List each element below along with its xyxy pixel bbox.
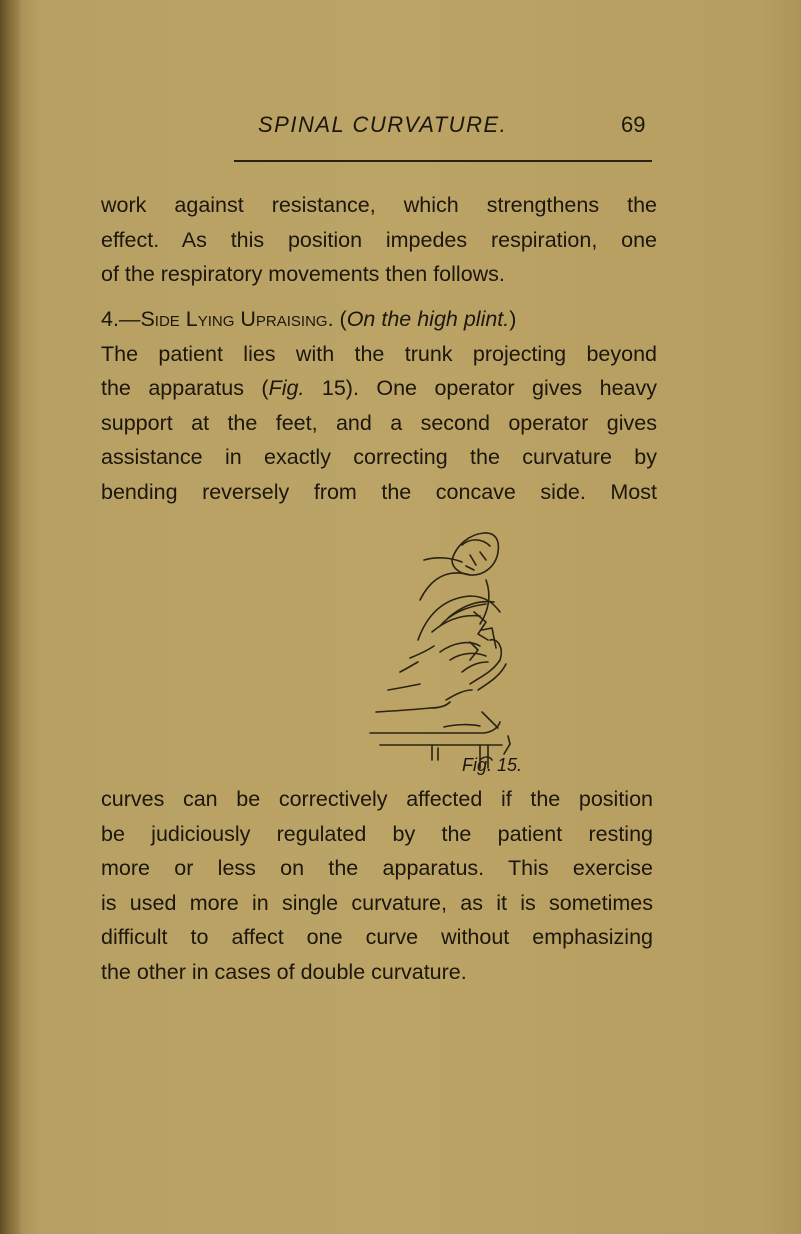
- section-heading: Side Lying Upraising.: [140, 307, 334, 331]
- text-line: support at the feet, and a second operator gives: [101, 410, 657, 435]
- figure-reference: Fig.: [268, 376, 305, 401]
- figure-caption: [462, 755, 522, 776]
- paragraph-3: [101, 782, 653, 990]
- text-line: is used more in single curvature, as it is sometimes: [101, 890, 653, 915]
- figure-caption-prefix: Fig.: [462, 755, 493, 775]
- text-line: effect. As this position impedes respiration, one: [101, 227, 657, 252]
- figure-caption-number: 15.: [497, 755, 523, 775]
- running-title: SPINAL CURVATURE.: [258, 112, 508, 137]
- text-fragment: the apparatus (: [101, 376, 269, 401]
- text-line: work against resistance, which strengthens the: [101, 193, 657, 217]
- heading-note-close: ): [509, 307, 517, 331]
- text-line: be judiciously regulated by the patient resting: [101, 821, 653, 846]
- heading-note: On the high plint.: [346, 307, 510, 331]
- text-line: bending reversely from the concave side. Most: [101, 479, 657, 504]
- text-line: of the respiratory movements then follows.: [101, 262, 505, 287]
- heading-note-open: (: [339, 307, 347, 331]
- page-number: 69: [621, 112, 646, 137]
- text-line: assistance in exactly correcting the curvature by: [101, 445, 657, 470]
- text-fragment: 15). One operator gives heavy: [304, 376, 657, 401]
- text-line: more or less on the apparatus. This exercise: [101, 856, 653, 881]
- section-number: 4.—: [101, 307, 141, 331]
- text-line: The patient lies with the trunk projecting beyond: [101, 341, 657, 366]
- text-line: difficult to affect one curve without emphasizing: [101, 925, 653, 950]
- text-line: curves can be correctively affected if the position: [101, 787, 653, 811]
- text-line: the other in cases of double curvature.: [101, 959, 467, 984]
